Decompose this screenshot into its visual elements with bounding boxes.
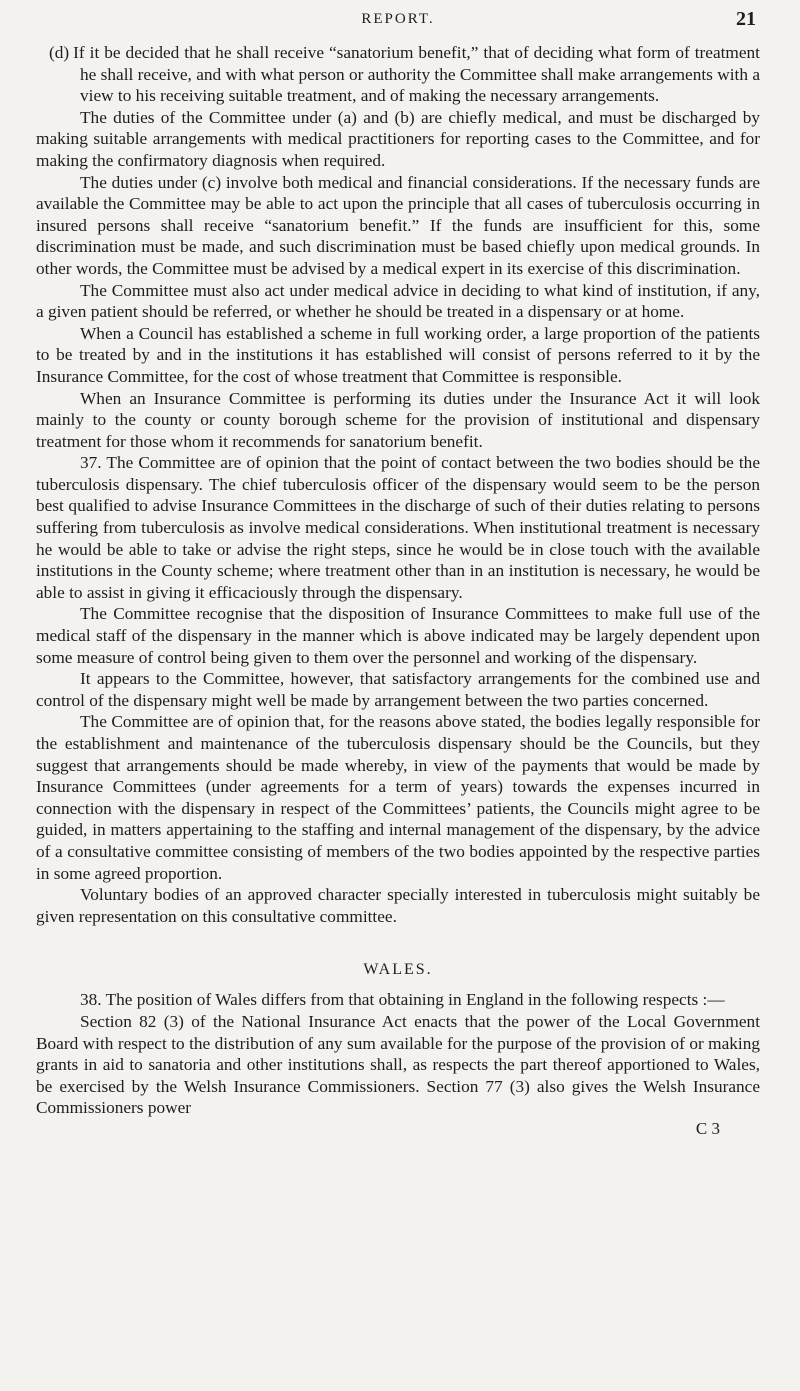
paragraph: The Committee must also act under medical advice in deciding to what kind of institution, if any, a given patient should be referred, or whether he should be treated in a dispensary or at home. [36, 280, 760, 322]
paragraph-d [36, 42, 760, 107]
running-header [36, 0, 760, 42]
paragraph: Voluntary bodies of an approved character specially interested in tuberculosis might suitably be given representation on this consultative committee. [36, 885, 760, 926]
paragraph: The duties of the Committee under (a) and (b) are chiefly medical, and must be discharged by making suitable arrangements with medical practitioners for reporting cases to the Committee, and for making the confirmatory diagnosis when required. [36, 107, 760, 170]
clause-marker: (d) [49, 43, 70, 62]
paragraph: The Committee recognise that the disposition of Insurance Committees to make full use of the medical staff of the dispensary in the manner which is above indicated may be largely dependent upon some measure of control being given to them over the personnel and working of the dispensary. [36, 604, 760, 667]
signature-mark: C 3 [695, 1118, 720, 1138]
paragraph: When an Insurance Committee is performing its duties under the Insurance Act it will look mainly to the county or county borough scheme for the provision of institutional and dispensary treatment for those whom it recommends for sanatorium benefit. [36, 388, 760, 451]
paragraph-37: 37. The Committee are of opinion that the point of contact between the two bodies should be the tuberculosis dispensary. The chief tuberculosis officer of the dispensary would seem to be the person best qualified to advise Insurance Committees in the discharge of such of their duties relating to persons suffering from tuberculosis as involve medical considerations. When institutional treatment is necessary he would be able to take or advise the right steps, since he would be in close touch with the available institutions in the County scheme; where treatment other than in an institution is necessary, he would be able to assist in giving it efficaciously through the dispensary. [36, 453, 760, 602]
paragraph: When a Council has established a scheme in full working order, a large proportion of the patients to be treated by and in the institutions it has established will consist of persons referred to it by the Insurance Committee, for the cost of whose treatment that Committee is responsible. [36, 323, 760, 386]
paragraph: The Committee are of opinion that, for the reasons above stated, the bodies legally responsible for the establishment and maintenance of the tuberculosis dispensary should be the Councils, but they suggest that arrangements should be made whereby, in view of the payments that would be made by Insurance Committees (under agreements for a term of years) towards the expenses incurred in connection with the dispensary in respect of the Committees’ patients, the Councils might agree to be guided, in matters appertaining to the staffing and internal management of the dispensary, by the advice of a consultative committee consisting of members of the two bodies appointed by the respective parties in some agreed proportion. [36, 712, 760, 883]
running-title: REPORT. [361, 11, 435, 27]
paragraph: It appears to the Committee, however, that satisfactory arrangements for the combined use and control of the dispensary might well be made by arrangement between the two parties concerned. [36, 669, 760, 710]
paragraph-38: 38. The position of Wales differs from that obtaining in England in the following respects :— [80, 990, 725, 1010]
paragraph: The duties under (c) involve both medical and financial considerations. If the necessary funds are available the Committee may be able to act upon the principle that all cases of tuberculosis occurring in insured persons shall receive “sanatorium benefit.” If the funds are insufficient for this, some discrimination must be made, and such discrimination must be based chiefly upon medical grounds. In other words, the Committee must be advised by a medical expert in its exercise of this discrimination. [36, 172, 760, 278]
body-text [36, 42, 760, 1139]
section-heading-wales: WALES. [363, 961, 433, 979]
page-number: 21 [736, 8, 756, 30]
paragraph: Section 82 (3) of the National Insurance Act enacts that the power of the Local Government Board with respect to the distribution of any sum available for the purpose of the provision of or making grants in aid to sanatoria and other institutions shall, as respects the part thereof apportioned to Wales, be exercised by the Welsh Insurance Commissioners. Section 77 (3) also gives the Welsh Insurance Commissioners power [36, 1011, 760, 1118]
paragraph-text: If it be decided that he shall receive “sanatorium benefit,” that of deciding what form of treatment he shall receive, and with what person or authority the Committee shall make arrangements with a view to his receiving suitable treatment, and of making the necessary arrangements. [73, 43, 760, 106]
